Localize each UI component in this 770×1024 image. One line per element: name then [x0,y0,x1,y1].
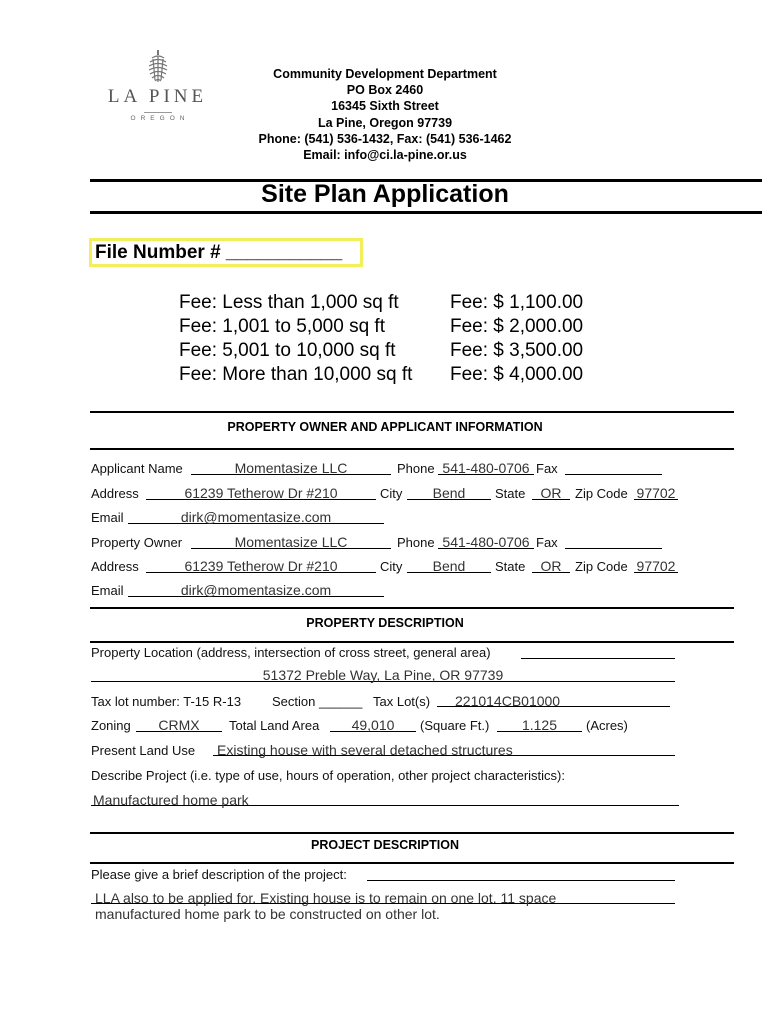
header-street: 16345 Sixth Street [331,99,439,114]
fee-label-3: Fee: 5,001 to 10,000 sq ft [179,340,396,361]
applicant-email-field[interactable]: dirk@momentasize.com [128,509,384,524]
property-section-top-rule [90,607,734,609]
page-title: Site Plan Application [261,180,509,208]
project-section-bottom-rule [90,862,734,864]
la-pine-logo [100,50,215,135]
applicant-fax-label: Fax [536,461,558,476]
property-location-field[interactable]: 51372 Preble Way, La Pine, OR 97739 [91,667,675,682]
describe-project-label: Describe Project (i.e. type of use, hours of operation, other project characteristics): [91,768,565,783]
fee-amount-1: Fee: $ 1,100.00 [450,292,584,313]
applicant-name-field[interactable]: Momentasize LLC [191,460,391,475]
logo-divider [144,112,172,113]
total-land-area-label: Total Land Area [229,718,320,733]
applicant-email-label: Email [91,510,124,525]
header-department: Community Development Department [273,67,497,81]
owner-phone-label: Phone [397,535,435,550]
logo-subtitle: OREGON [130,115,190,122]
department-header [235,66,535,163]
fee-amount-2: Fee: $ 2,000.00 [450,316,584,337]
owner-email-field[interactable]: dirk@momentasize.com [128,582,384,597]
header-phone-fax: Phone: (541) 536-1432, Fax: (541) 536-1462 [258,131,512,146]
applicant-name-label: Applicant Name [91,461,183,476]
land-area-sqft-field[interactable]: 49,010 [330,717,416,732]
owner-fax-label: Fax [536,535,558,550]
project-description-line-1[interactable]: LLA also to be applied for. Existing house is to remain on one lot. 11 space [91,890,675,904]
tax-lots-label: Tax Lot(s) [373,694,431,709]
applicant-state-field[interactable]: OR [532,485,570,500]
file-number-label: File Number # ___________ [95,242,343,263]
owner-zip-label: Zip Code [575,559,628,574]
owner-phone-field[interactable]: 541-480-0706 [438,534,534,549]
pinecone-icon [147,50,169,84]
owner-city-label: City [380,559,403,574]
property-location-label: Property Location (address, intersection of cross street, general area) [91,645,491,660]
zoning-field[interactable]: CRMX [136,717,222,732]
applicant-address-label: Address [91,486,139,501]
applicant-address-field[interactable]: 61239 Tetherow Dr #210 [146,485,376,500]
tax-lot-number-label: Tax lot number: T-15 R-13 [91,694,242,709]
property-owner-field[interactable]: Momentasize LLC [191,534,391,549]
project-section-top-rule [90,832,734,834]
brief-description-field-extension[interactable] [367,866,675,881]
acres-label: (Acres) [586,718,628,733]
present-land-use-label: Present Land Use [91,743,196,758]
owner-zip-field[interactable]: 97702 [634,558,678,573]
describe-project-field[interactable]: Manufactured home park [91,792,679,806]
applicant-phone-label: Phone [397,461,435,476]
fee-label-2: Fee: 1,001 to 5,000 sq ft [179,316,385,337]
applicant-zip-label: Zip Code [575,486,628,501]
property-location-field-extension[interactable] [521,644,675,659]
fee-amount-3: Fee: $ 3,500.00 [450,340,584,361]
square-ft-label: (Square Ft.) [420,718,490,733]
owner-city-field[interactable]: Bend [407,558,491,573]
owner-state-label: State [495,559,526,574]
property-owner-label: Property Owner [91,535,183,550]
acres-field[interactable]: 1.125 [497,717,582,732]
property-section-bottom-rule [90,641,734,643]
owner-address-field[interactable]: 61239 Tetherow Dr #210 [146,558,376,573]
applicant-fax-field[interactable] [565,460,662,475]
header-po-box: PO Box 2460 [346,83,424,98]
owner-section-heading: PROPERTY OWNER AND APPLICANT INFORMATION [227,420,543,434]
project-description-line-2[interactable]: manufactured home park to be constructed on other lot. [95,906,440,922]
applicant-city-field[interactable]: Bend [407,485,491,500]
header-city: La Pine, Oregon 97739 [317,115,453,130]
section-label: Section ______ [272,694,363,709]
owner-address-label: Address [91,559,139,574]
owner-section-top-rule [90,411,734,413]
title-bottom-rule [90,211,762,214]
project-section-heading: PROJECT DESCRIPTION [311,838,459,852]
header-email: Email: info@ci.la-pine.or.us [303,148,467,163]
property-section-heading: PROPERTY DESCRIPTION [306,616,464,630]
owner-state-field[interactable]: OR [532,558,570,573]
tax-lots-field[interactable]: 221014CB01000 [437,693,670,707]
applicant-city-label: City [380,486,403,501]
present-land-use-field[interactable]: Existing house with several detached structures [213,742,675,756]
file-number-box[interactable] [89,238,363,267]
brief-description-label: Please give a brief description of the project: [91,867,347,882]
owner-fax-field[interactable] [565,534,662,549]
applicant-phone-field[interactable]: 541-480-0706 [438,460,534,475]
fee-amount-4: Fee: $ 4,000.00 [450,364,584,385]
logo-name: LA PINE [107,86,208,107]
fee-label-4: Fee: More than 10,000 sq ft [179,364,413,385]
applicant-zip-field[interactable]: 97702 [634,485,678,500]
zoning-label: Zoning [91,718,131,733]
owner-email-label: Email [91,583,124,598]
owner-section-bottom-rule [90,448,734,450]
applicant-state-label: State [495,486,526,501]
fee-label-1: Fee: Less than 1,000 sq ft [179,292,399,313]
